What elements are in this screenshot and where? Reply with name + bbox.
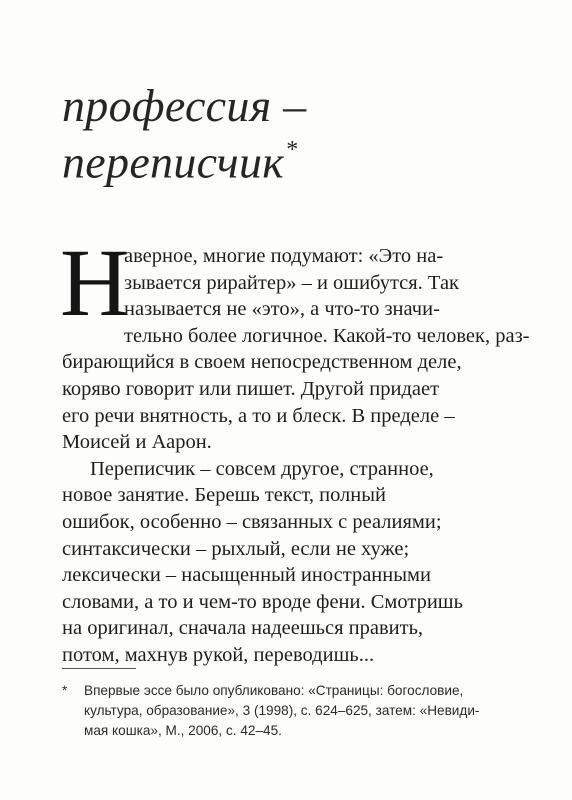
body-text [60, 229, 530, 669]
text-line: коряво говорит или пишет. Другой придает [62, 377, 440, 400]
text-line: аверное, многие подумают: «Это на- [124, 245, 444, 267]
text-line: Моисей и Аарон. [62, 431, 212, 454]
footnote [62, 681, 532, 741]
footnote-marker: * [285, 137, 298, 163]
title-line-2 [62, 130, 532, 186]
footnote-line: культура, образование», 3 (1998), с. 624–625, затем: «Невиди- [84, 703, 480, 718]
text-line: на оригинал, сначала надеешься править, [62, 617, 424, 640]
footnote-mark: * [62, 683, 68, 698]
text-line: называется не «это», а что-то значи- [124, 298, 440, 321]
footnote-text [84, 681, 532, 741]
text-line: потом, махнув рукой, переводишь... [62, 643, 375, 666]
chapter-title [62, 82, 532, 186]
paragraph-1 [60, 229, 530, 456]
footnote-line: мая кошка», М., 2006, с. 42–45. [84, 723, 282, 738]
text-line: тельно более логичное. Какой-то человек, раз- [124, 324, 530, 347]
title-line-2-text: переписчик [62, 136, 285, 188]
drop-cap: Н [60, 229, 130, 336]
footnote-line: Впервые эссе было опубликовано: «Страницы: богословие, [84, 683, 464, 698]
text-line: бирающийся в своем непосредственном деле, [62, 351, 462, 374]
footnote-divider [62, 668, 136, 669]
paragraph-2 [62, 456, 526, 669]
text-line: словами, а то и чем-то вроде фени. Смотришь [62, 590, 463, 613]
text-line: его речи внятность, а то и блеск. В пределе – [62, 404, 455, 427]
text-line: лексически – насыщенный иностранными [62, 564, 431, 587]
text-line: зывается рирайтер» – и ошибутся. Так [124, 271, 459, 294]
text-line: ошибок, особенно – связанных с реалиями; [62, 510, 442, 533]
title-line-1: профессия – [62, 80, 307, 131]
text-line: Переписчик – совсем другое, странное, [90, 457, 434, 480]
text-line: синтаксически – рыхлый, если не хуже; [62, 537, 410, 560]
text-line: новое занятие. Берешь текст, полный [62, 484, 387, 507]
